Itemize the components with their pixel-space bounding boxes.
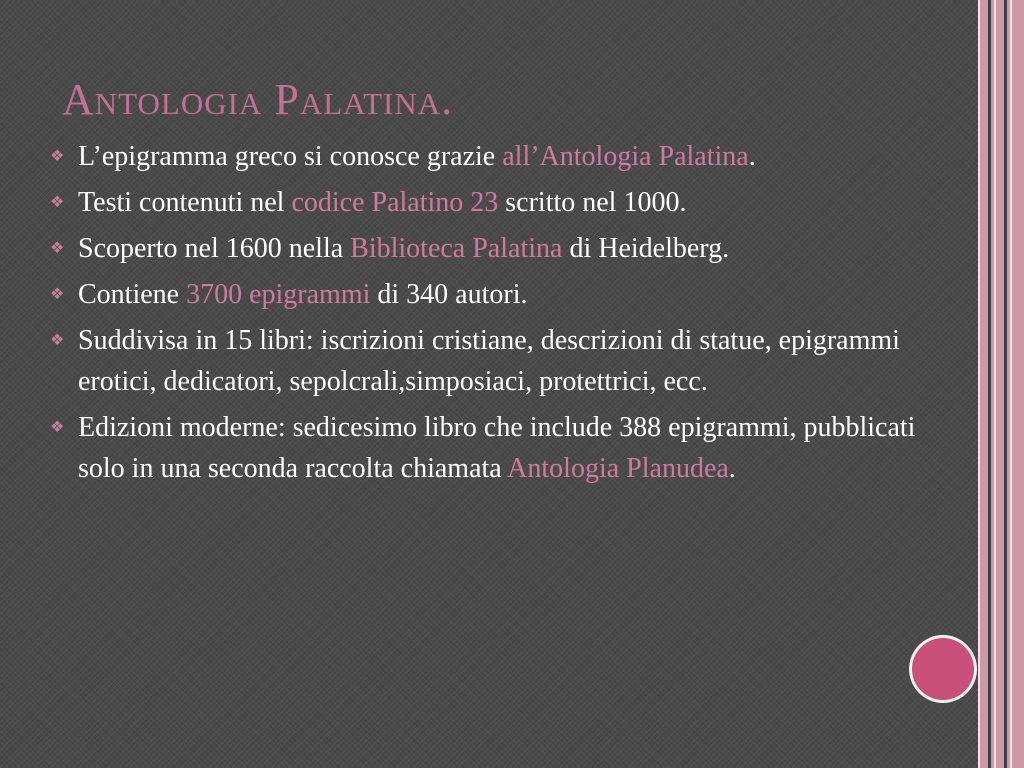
bullet-text: Testi contenuti nel <box>78 187 292 218</box>
bullet-text: Edizioni moderne: sedicesimo libro che include 388 epigrammi, pubblicati solo in una seconda raccolta chiamata <box>78 412 916 484</box>
bullet-highlight: Antologia Planudea <box>507 453 729 484</box>
bullet-text-end: scritto nel 1000. <box>498 187 687 218</box>
bullet-highlight: all’Antologia Palatina <box>502 141 749 172</box>
decorative-side-strip <box>978 0 1024 768</box>
bullet-item <box>48 182 948 223</box>
slide-title: Antologia Palatina. <box>62 75 454 124</box>
diamond-bullet-icon: ❖ <box>50 332 65 349</box>
bullet-highlight: codice Palatino 23 <box>291 187 499 218</box>
bullet-text: Scoperto nel 1600 nella <box>78 233 351 264</box>
bullet-item <box>48 274 948 315</box>
bullet-list <box>48 136 948 494</box>
diamond-bullet-icon: ❖ <box>50 419 65 436</box>
side-stripe-line <box>1004 0 1007 768</box>
side-stripe-line <box>978 0 980 768</box>
bullet-text: L’epigramma greco si conosce grazie <box>78 141 503 172</box>
diamond-bullet-icon: ❖ <box>50 286 65 303</box>
bullet-item <box>48 407 948 489</box>
bullet-highlight: Biblioteca Palatina <box>350 233 563 264</box>
bullet-text: Suddivisa in 15 libri: iscrizioni cristiane, descrizioni di statue, epigrammi erotici, dedicatori, sepolcrali,simposiaci, protettrici, ecc. <box>78 325 900 397</box>
bullet-text-end: di Heidelberg. <box>562 233 730 264</box>
diamond-bullet-icon: ❖ <box>50 148 65 165</box>
bullet-item <box>48 320 948 402</box>
bullet-text-end: . <box>748 141 756 172</box>
side-stripe-line <box>994 0 996 768</box>
diamond-bullet-icon: ❖ <box>50 194 65 211</box>
bullet-item <box>48 228 948 269</box>
bullet-text: Contiene <box>78 279 187 310</box>
bullet-highlight: 3700 epigrammi <box>186 279 371 310</box>
bullet-item <box>48 136 948 177</box>
side-stripe-line <box>988 0 991 768</box>
bullet-text-end: . <box>728 453 736 484</box>
diamond-bullet-icon: ❖ <box>50 240 65 257</box>
bullet-text-end: di 340 autori. <box>370 279 528 310</box>
side-stripe-line <box>1010 0 1012 768</box>
accent-circle <box>912 638 974 700</box>
